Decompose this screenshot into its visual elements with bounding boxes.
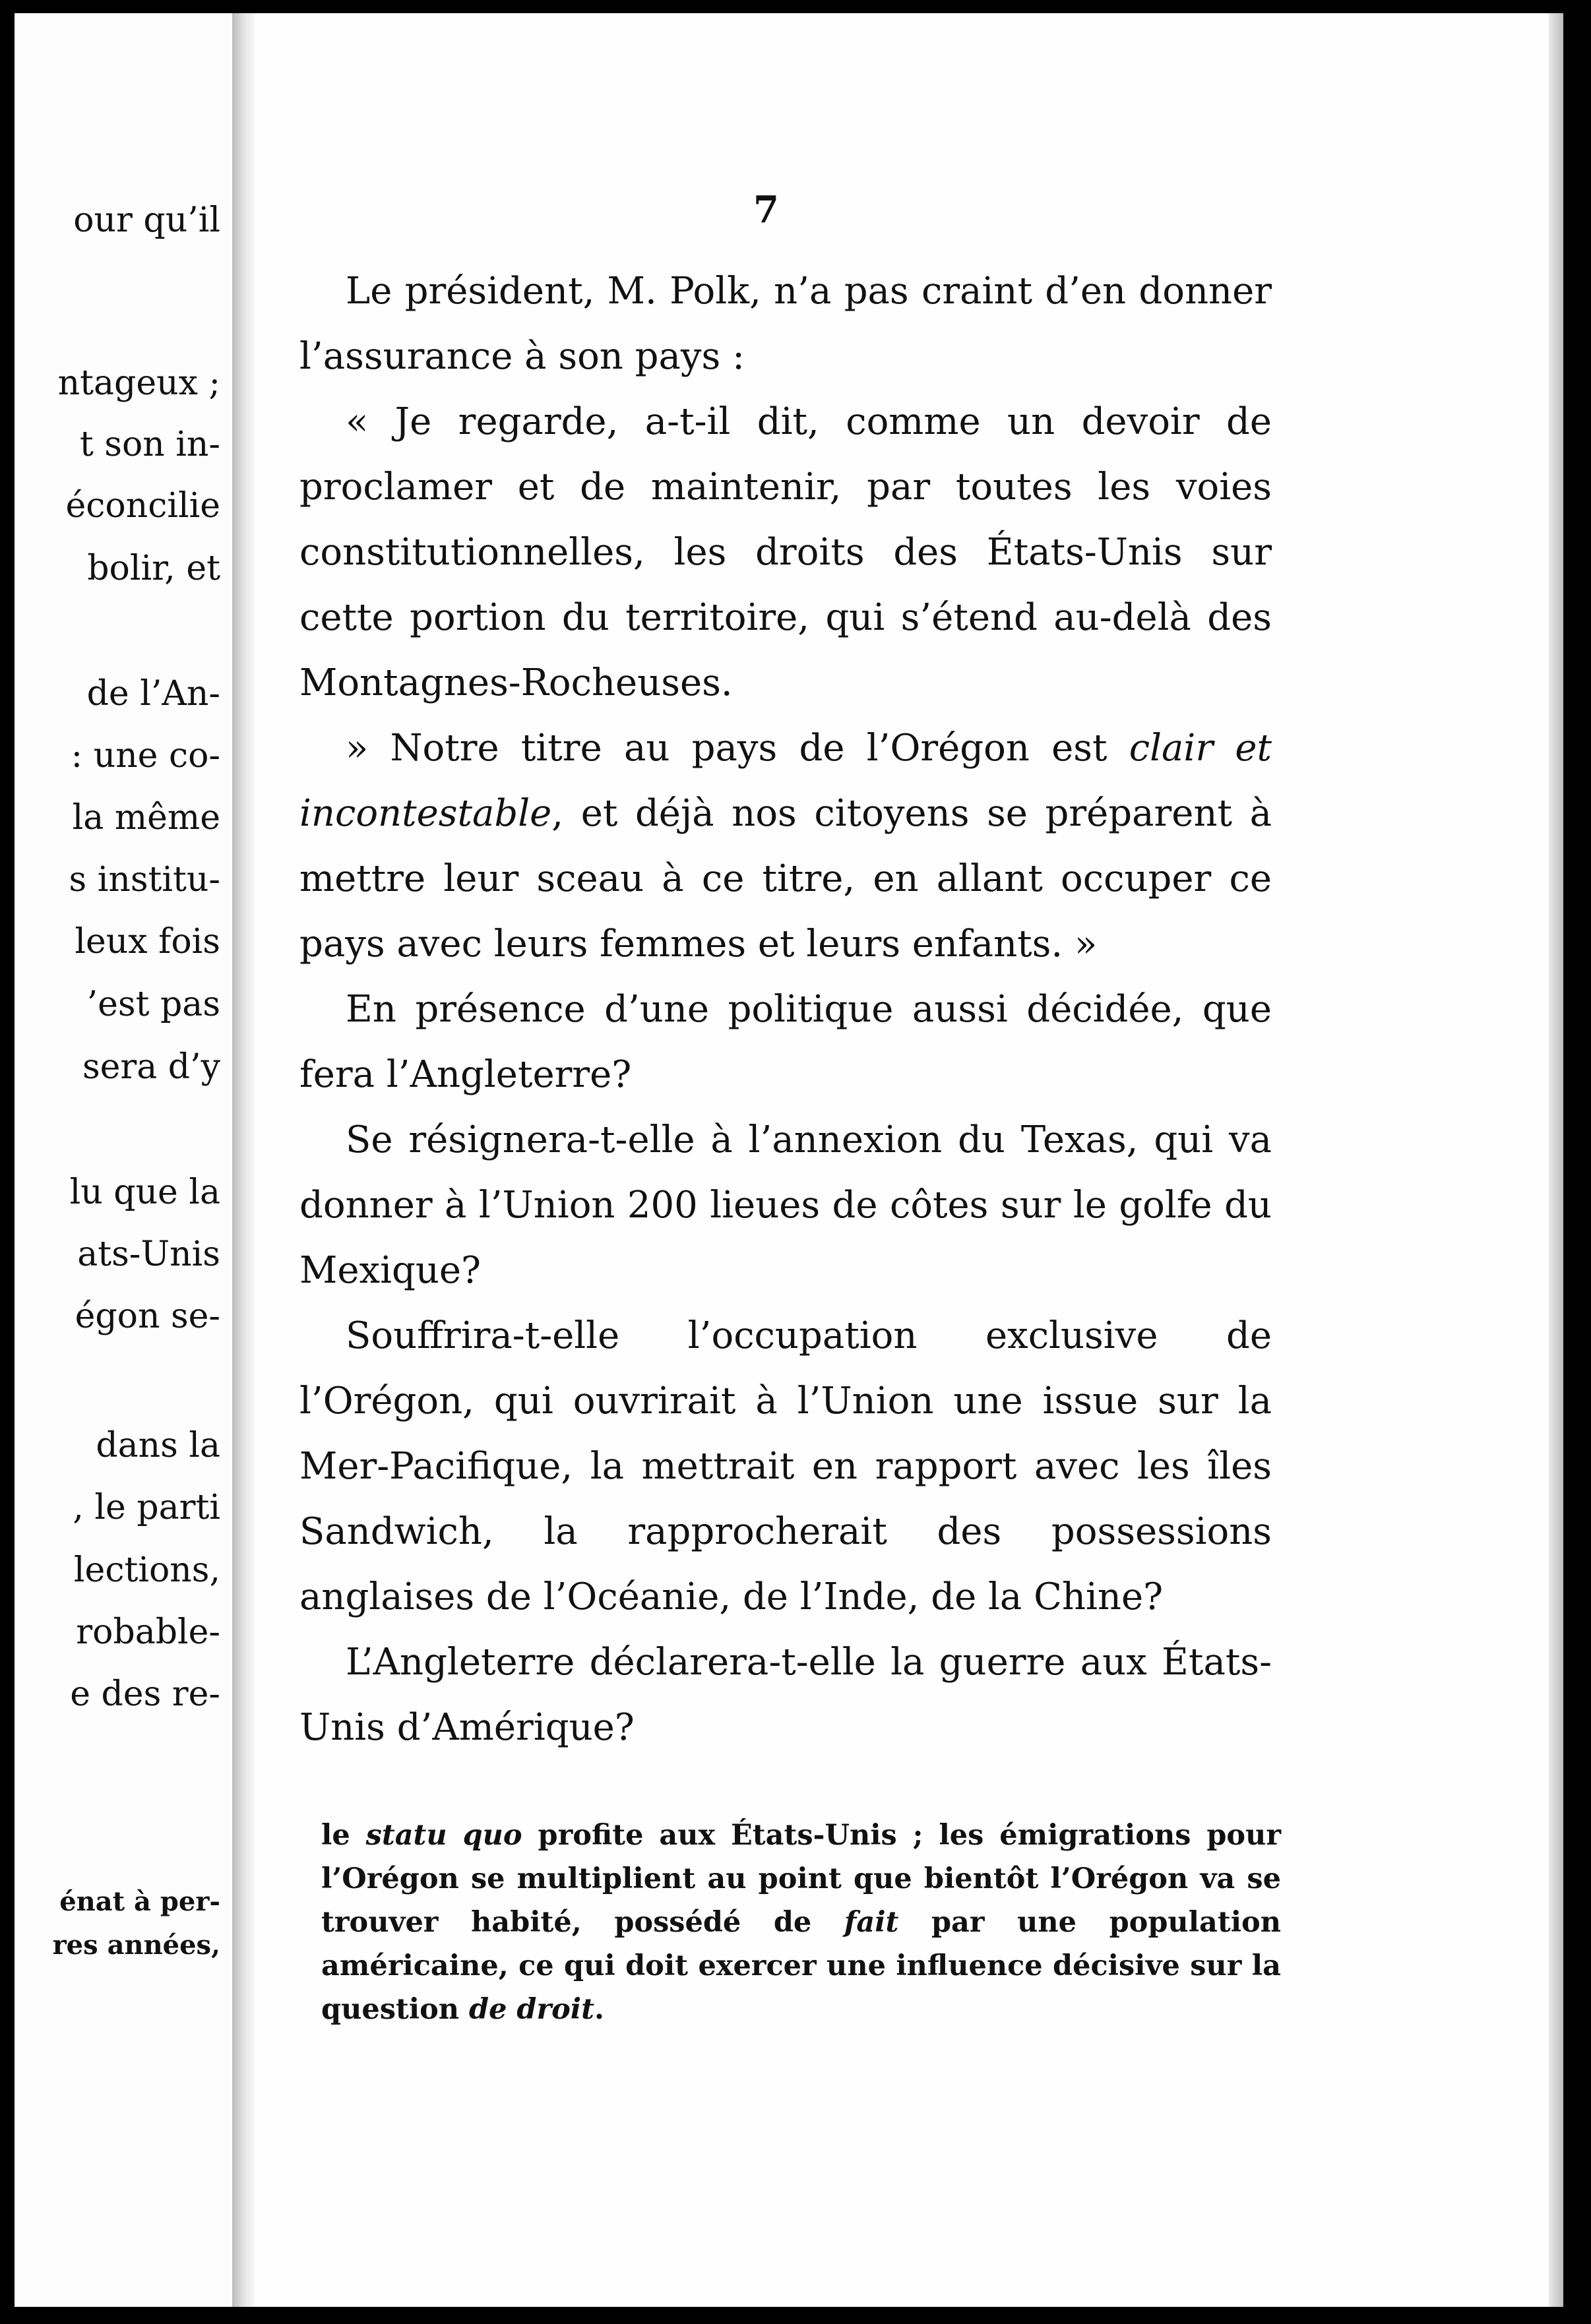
paragraph: [299, 716, 1272, 977]
left-page-fragment: : une co-: [71, 736, 220, 776]
left-page-fragment: lu que la: [69, 1173, 220, 1212]
footnote-text: [321, 1814, 1281, 2031]
book-gutter: [232, 13, 255, 2307]
left-page: [15, 13, 232, 2307]
paragraph: [299, 259, 1272, 389]
paragraph: [299, 1303, 1272, 1630]
text-run: En présence d’une politique aussi décidée, que fera l’Angleterre?: [299, 988, 1272, 1096]
text-run: Le président, M. Polk, n’a pas craint d’en donner l’assurance à son pays :: [299, 270, 1272, 378]
left-page-fragment: sera d’y: [82, 1047, 220, 1087]
paragraph: [299, 977, 1272, 1107]
footnote: [321, 1814, 1281, 2031]
left-page-fragment: lections,: [73, 1550, 220, 1590]
left-page-fragment: robable-: [76, 1612, 220, 1652]
text-run: , et déjà nos citoyens se préparent à mettre leur sceau à ce titre, en allant occuper ce pays avec leurs femmes et leurs enfants. »: [299, 792, 1272, 965]
text-run: .: [594, 1993, 604, 2026]
left-page-fragment: de l’An-: [86, 674, 220, 714]
left-page-fragment: ats-Unis: [77, 1235, 220, 1274]
left-page-fragment: s institu-: [69, 860, 220, 900]
left-page-fragment: bolir, et: [87, 549, 220, 588]
paragraph: [299, 1107, 1272, 1303]
text-run: » Notre titre au pays de l’Orégon est: [346, 727, 1129, 770]
paragraph: [299, 389, 1272, 716]
left-page-fragment: dans la: [96, 1426, 220, 1465]
left-page-fragment: leux fois: [75, 922, 220, 962]
italic-text: statu quo: [365, 1819, 522, 1852]
left-page-fragment: our qu’il: [73, 200, 220, 240]
left-page-fragment: ntageux ;: [57, 363, 220, 403]
left-page-fragment: éconcilie: [65, 486, 220, 526]
text-run: par une population américaine, ce qui doit exercer une influence décisive sur la question: [321, 1906, 1282, 2026]
main-text: [299, 259, 1272, 1760]
paragraph: [299, 1630, 1272, 1760]
left-page-fragment: e des re-: [70, 1674, 220, 1714]
left-page-footnote-fragment: res années,: [52, 1930, 220, 1961]
text-run: Se résignera-t-elle à l’annexion du Texas, qui va donner à l’Union 200 lieues de côtes sur le golfe du Mexique?: [299, 1118, 1272, 1292]
left-page-fragment: , le parti: [73, 1488, 220, 1527]
left-page-footnote-fragment: énat à per-: [59, 1886, 220, 1917]
text-run: Souffrira-t-elle l’occupation exclusive de l’Orégon, qui ouvrirait à l’Union une issue sur la Mer-Pacifique, la mettrait en rapport avec les îles Sandwich, la rapprocherait des possessions anglaises de l’Océanie, de l’Inde, de la Chine?: [299, 1314, 1272, 1618]
text-run: profite aux États-Unis ; les émigrations pour l’Orégon se multiplient au point que bientôt l’Orégon va se trouver habité, possédé de: [321, 1819, 1281, 1939]
text-run: « Je regarde, a-t-il dit, comme un devoir de proclamer et de maintenir, par toutes les voies constitutionnelles, les droits des États-Unis sur cette portion du territoire, qui s’étend au-delà des Montagnes-Rocheuses.: [299, 400, 1272, 704]
text-run: L’Angleterre déclarera-t-elle la guerre aux États-Unis d’Amérique?: [299, 1641, 1272, 1749]
left-page-fragment: ’est pas: [86, 985, 220, 1024]
italic-text: de droit: [469, 1993, 595, 2026]
page-number: 7: [753, 188, 779, 231]
left-page-fragment: la même: [72, 798, 220, 838]
text-run: le: [321, 1819, 366, 1852]
page-edge: [1549, 13, 1563, 2307]
left-page-fragment: égon se-: [75, 1297, 220, 1336]
italic-text: fait: [844, 1906, 899, 1939]
left-page-fragment: t son in-: [79, 425, 220, 464]
italic-text: clair et incontestable: [299, 727, 1272, 835]
